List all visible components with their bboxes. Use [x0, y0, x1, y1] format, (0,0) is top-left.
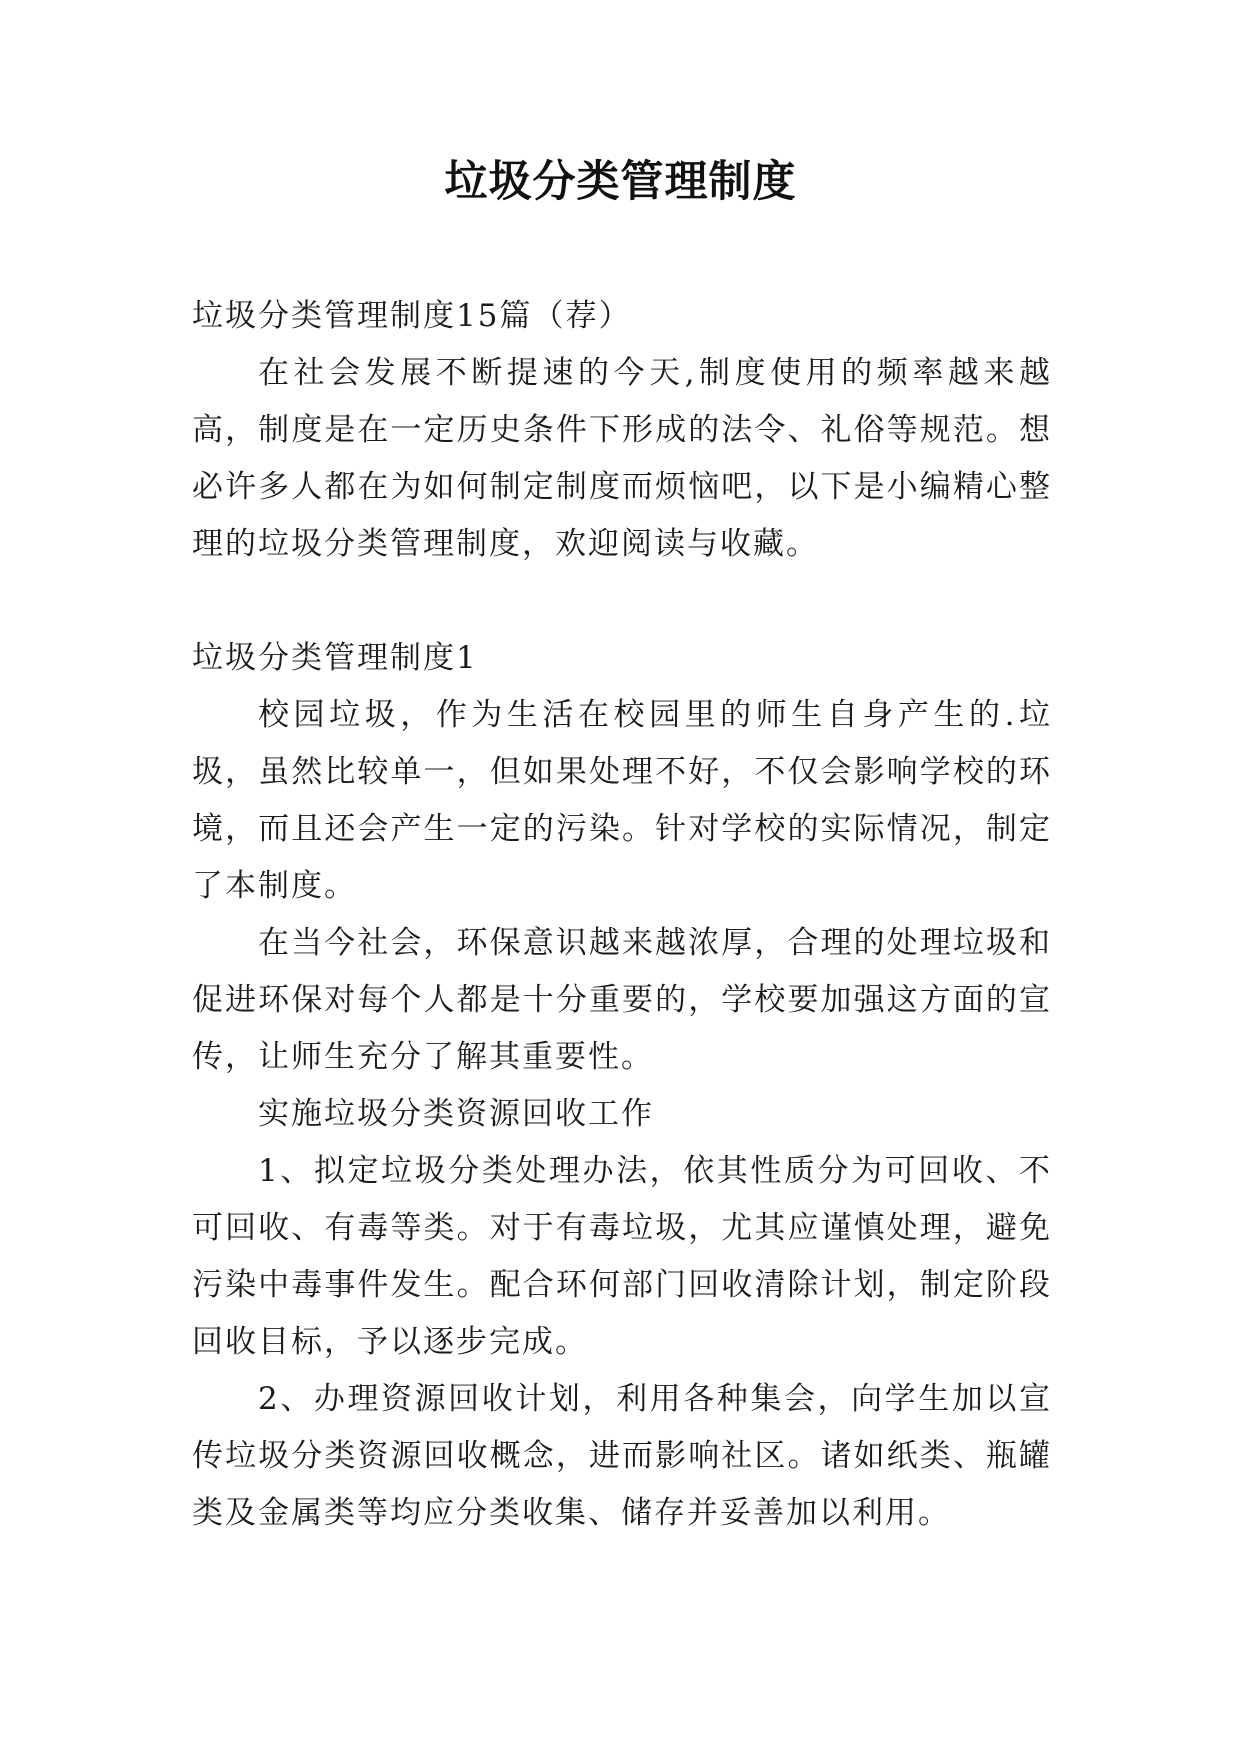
- intro-paragraph: 在社会发展不断提速的今天,制度使用的频率越来越高，制度是在一定历史条件下形成的法令、礼俗等规范。想必许多人都在为如何制定制度而烦恼吧，以下是小编精心整理的垃圾分类管理制度，欢迎阅读与收藏。: [192, 355, 1052, 562]
- section-spacer: [192, 573, 1052, 630]
- body-paragraph: 在当今社会，环保意识越来越浓厚，合理的处理垃圾和促进环保对每个人都是十分重要的，学校要加强这方面的宣传，让师生充分了解其重要性。: [192, 925, 1052, 1075]
- body-paragraph: 1、拟定垃圾分类处理办法，依其性质分为可回收、不可回收、有毒等类。对于有毒垃圾，尤其应谨慎处理，避免污染中毒事件发生。配合环何部门回收清除计划，制定阶段回收目标，予以逐步完成。: [192, 1153, 1052, 1360]
- body-paragraph: 校园垃圾，作为生活在校园里的师生自身产生的.垃圾，虽然比较单一，但如果处理不好，不仅会影响学校的环境，而且还会产生一定的污染。针对学校的实际情况，制定了本制度。: [192, 697, 1052, 904]
- body-paragraph: 2、办理资源回收计划，利用各种集会，向学生加以宣传垃圾分类资源回收概念，进而影响社区。诸如纸类、瓶罐类及金属类等均应分类收集、储存并妥善加以利用。: [192, 1381, 1052, 1531]
- body-paragraph: 实施垃圾分类资源回收工作: [258, 1096, 654, 1132]
- section-heading: 垃圾分类管理制度1: [192, 640, 478, 676]
- page-title: 垃圾分类管理制度: [444, 157, 797, 207]
- document-body: [192, 288, 1052, 1542]
- doc-subtitle: 垃圾分类管理制度15篇（荐）: [192, 298, 632, 334]
